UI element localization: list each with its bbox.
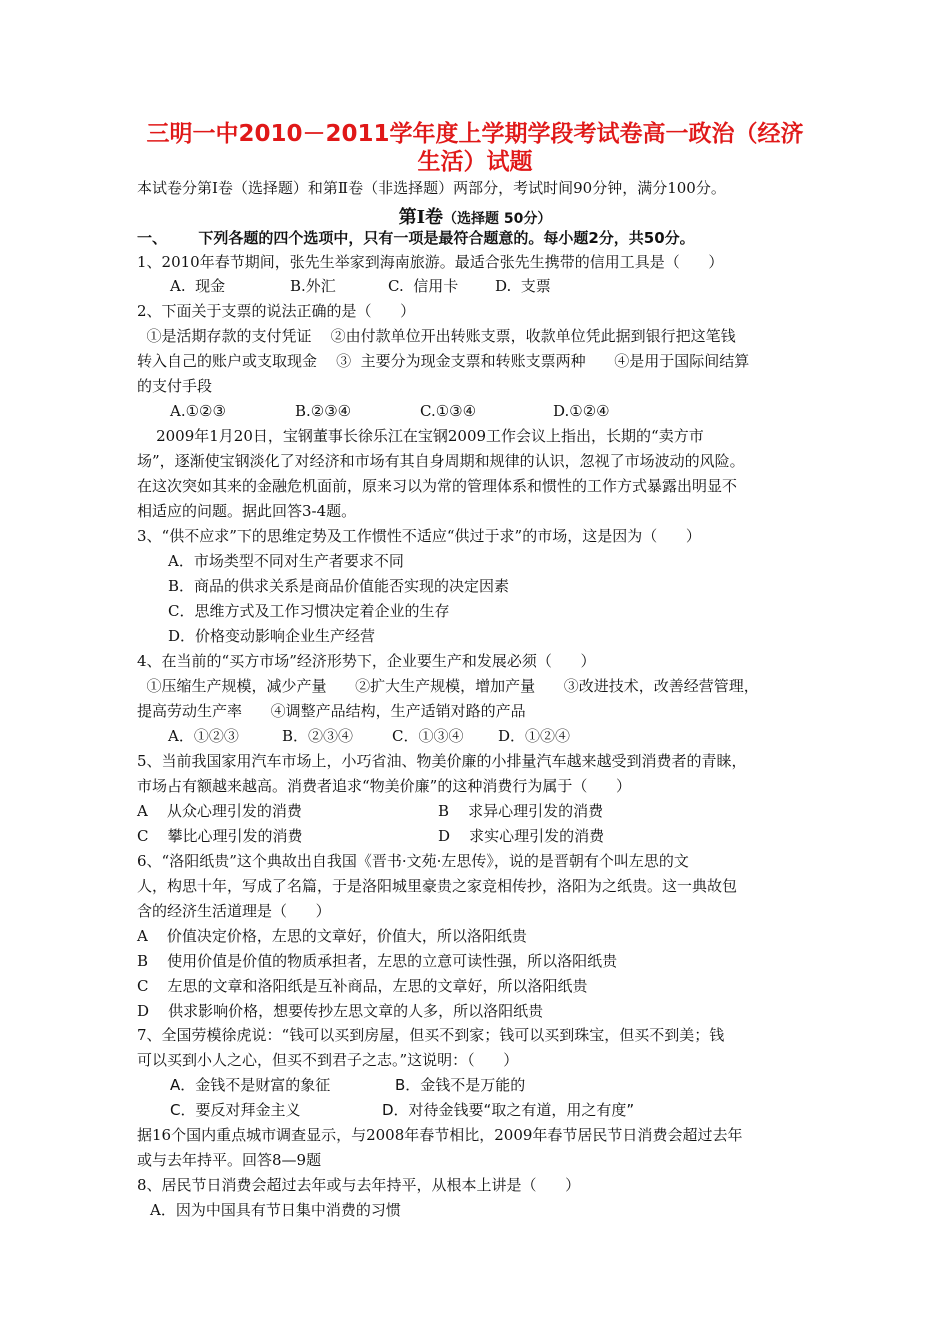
question-4-option-b: B．②③④ [282, 727, 354, 745]
material-1-line1: 2009年1月20日，宝钢董事长徐乐江在宝钢2009工作会议上指出，长期的“卖方市 [137, 427, 704, 445]
question-5-line1: 5、当前我国家用汽车市场上，小巧省油、物美价廉的小排量汽车越来越受到消费者的青睐， [137, 752, 747, 770]
question-8-option-a: A．因为中国具有节日集中消费的习惯 [150, 1201, 401, 1219]
question-8-stem: 8、居民节日消费会超过去年或与去年持平，从根本上讲是（ ） [137, 1176, 581, 1194]
question-7-line2: 可以买到小人之心，但买不到君子之志。”这说明：（ ） [137, 1051, 519, 1069]
question-4-option-a: A．①②③ [168, 727, 239, 745]
question-3-option-a: A．市场类型不同对生产者要求不同 [168, 552, 404, 570]
question-1-option-b: B.外汇 [290, 277, 336, 295]
question-6-line1: 6、“洛阳纸贵”这个典故出自我国《晋书·文苑·左思传》，说的是晋朝有个叫左思的文 [137, 852, 689, 870]
question-4-option-d: D．①②④ [498, 727, 571, 745]
question-1-stem: 1、2010年春节期间，张先生举家到海南旅游。最适合张先生携带的信用工具是（ ） [137, 253, 724, 271]
question-1-option-d: D. 支票 [495, 277, 551, 295]
question-7-line1: 7、全国劳模徐虎说：“钱可以买到房屋，但买不到家；钱可以买到珠宝，但买不到美；钱 [137, 1026, 725, 1044]
section-instruction: 一、 下列各题的四个选项中，只有一项是最符合题意的。每小题2分，共50分。 [137, 229, 695, 247]
question-6-option-b: B 使用价值是价值的物质承担者，左思的立意可读性强，所以洛阳纸贵 [137, 952, 618, 970]
exam-title-line1: 三明一中2010－2011学年度上学期学段考试卷高一政治（经济 [146, 121, 804, 147]
question-5-line2: 市场占有额越来越高。消费者追求“物美价廉”的这种消费行为属于（ ） [137, 777, 631, 795]
question-4-option-c: C．①③④ [392, 727, 464, 745]
section-heading [0, 203, 950, 229]
exam-title-line2: 生活）试题 [417, 149, 533, 175]
question-2-option-c: C.①③④ [420, 402, 477, 420]
question-3-stem: 3、“供不应求”下的思维定势及工作惯性不适应“供过于求”的市场，这是因为（ ） [137, 527, 701, 545]
question-5-option-a: A 从众心理引发的消费 [137, 802, 302, 820]
exam-intro: 本试卷分第Ⅰ卷（选择题）和第Ⅱ卷（非选择题）两部分，考试时间90分钟，满分100分。 [137, 179, 726, 197]
question-2-line2: 转入自己的账户或支取现金 ③ 主要分为现金支票和转账支票两种 ④是用于国际间结算 [137, 352, 750, 370]
question-5-option-c: C 攀比心理引发的消费 [137, 827, 303, 845]
question-6-option-c: C 左思的文章和洛阳纸是互补商品，左思的文章好，所以洛阳纸贵 [137, 977, 588, 995]
question-3-option-c: C．思维方式及工作习惯决定着企业的生存 [168, 602, 450, 620]
question-1-option-c: C. 信用卡 [388, 277, 459, 295]
material-1-line4: 相适应的问题。据此回答3-4题。 [137, 502, 357, 520]
question-2-option-d: D.①②④ [553, 402, 610, 420]
question-5-option-d: D 求实心理引发的消费 [438, 827, 605, 845]
question-6-option-a: A 价值决定价格，左思的文章好，价值大，所以洛阳纸贵 [137, 927, 527, 945]
question-3-option-b: B．商品的供求关系是商品价值能否实现的决定因素 [168, 577, 510, 595]
material-2-line2: 或与去年持平。回答8—9题 [137, 1151, 322, 1169]
question-7-option-a: A．金钱不是财富的象征 [170, 1076, 331, 1094]
question-4-stem: 4、在当前的“买方市场”经济形势下，企业要生产和发展必须（ ） [137, 652, 596, 670]
question-6-line2: 人，构思十年，写成了名篇，于是洛阳城里豪贵之家竞相传抄，洛阳为之纸贵。这一典故包 [137, 877, 738, 895]
material-2-line1: 据16个国内重点城市调查显示，与2008年春节相比，2009年春节居民节日消费会超过去年 [137, 1126, 743, 1144]
question-7-option-b: B．金钱不是万能的 [395, 1076, 526, 1094]
question-5-option-b: B 求异心理引发的消费 [438, 802, 604, 820]
section-heading-main: 第Ⅰ卷 [398, 207, 444, 228]
material-1-line2: 场”，逐渐使宝钢淡化了对经济和市场有其自身周期和规律的认识，忽视了市场波动的风险。 [137, 452, 745, 470]
section-heading-sub: （选择题 50分） [443, 211, 552, 227]
question-2-option-a: A.①②③ [170, 402, 226, 420]
question-6-option-d: D 供求影响价格，想要传抄左思文章的人多，所以洛阳纸贵 [137, 1002, 544, 1020]
question-6-line3: 含的经济生活道理是（ ） [137, 902, 331, 920]
question-4-line1: ①压缩生产规模，减少产量 ②扩大生产规模，增加产量 ③改进技术，改善经营管理， [137, 677, 759, 695]
question-4-line2: 提高劳动生产率 ④调整产品结构，生产适销对路的产品 [137, 702, 526, 720]
material-1-line3: 在这次突如其来的金融危机面前，原来习以为常的管理体系和惯性的工作方式暴露出明显不 [137, 477, 738, 495]
question-7-option-c: C．要反对拜金主义 [170, 1101, 301, 1119]
question-2-line3: 的支付手段 [137, 377, 213, 395]
question-2-line1: ①是活期存款的支付凭证 ②由付款单位开出转账支票，收款单位凭此据到银行把这笔钱 [137, 327, 736, 345]
question-2-option-b: B.②③④ [295, 402, 352, 420]
question-2-stem: 2、下面关于支票的说法正确的是（ ） [137, 302, 416, 320]
question-7-option-d: D．对待金钱要“取之有道，用之有度” [382, 1101, 635, 1119]
question-3-option-d: D．价格变动影响企业生产经营 [168, 627, 376, 645]
question-1-option-a: A. 现金 [170, 277, 226, 295]
